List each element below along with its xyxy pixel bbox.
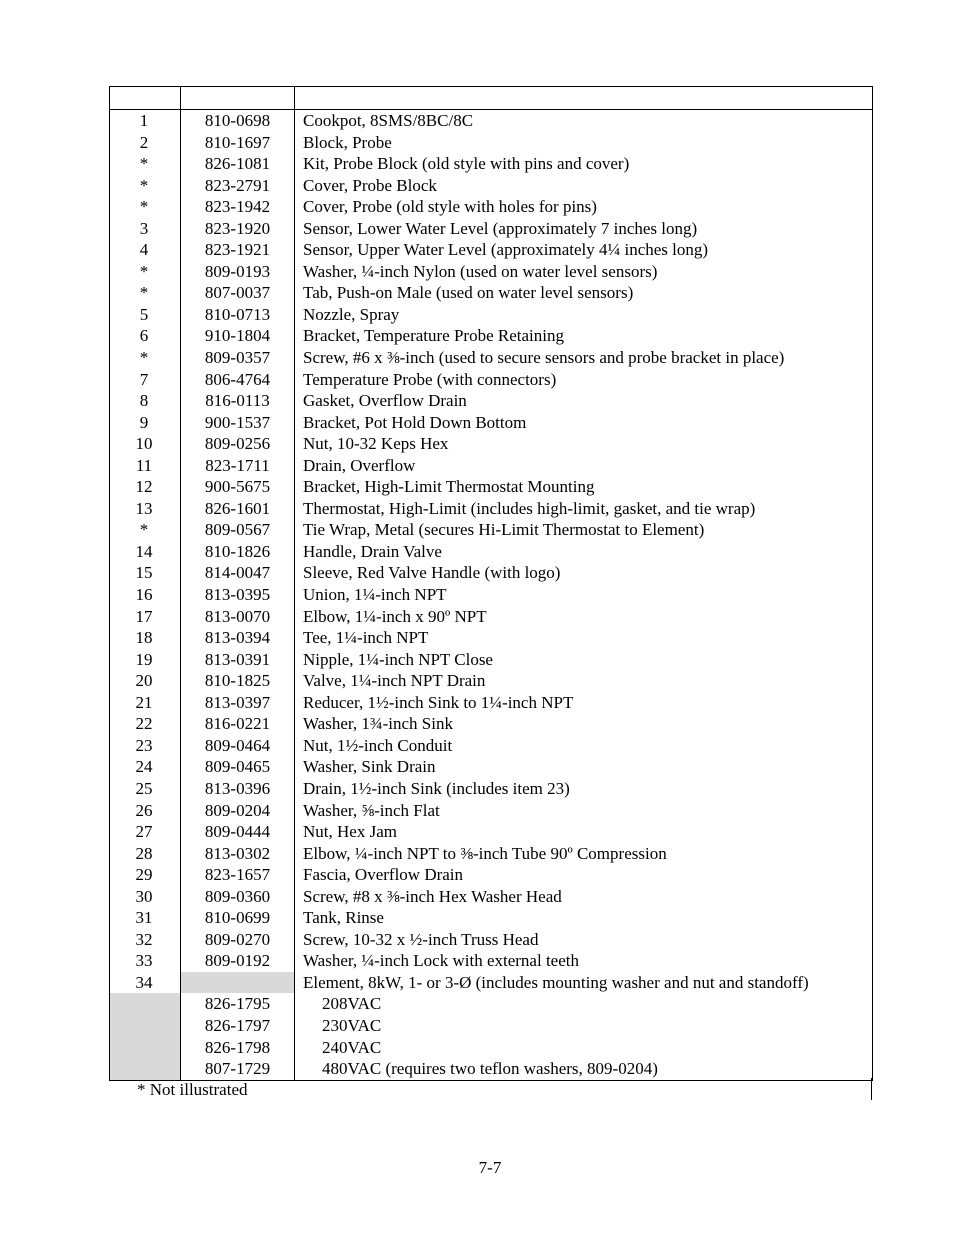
item-cell: 9 <box>110 412 181 434</box>
table-row <box>110 304 873 326</box>
description-cell: Screw, #8 x ⅜-inch Hex Washer Head <box>295 886 873 908</box>
table-row <box>110 649 873 671</box>
item-cell: * <box>110 261 181 283</box>
item-cell: 26 <box>110 800 181 822</box>
part-number-cell <box>181 972 295 994</box>
item-cell: * <box>110 153 181 175</box>
description-cell: 230VAC <box>295 1015 873 1037</box>
description-cell: 480VAC (requires two teflon washers, 809-0204) <box>295 1058 873 1080</box>
description-cell: Nipple, 1¼-inch NPT Close <box>295 649 873 671</box>
table-row <box>110 455 873 477</box>
part-number-cell: 809-0357 <box>181 347 295 369</box>
item-cell: 25 <box>110 778 181 800</box>
item-cell: 23 <box>110 735 181 757</box>
part-number-cell: 814-0047 <box>181 562 295 584</box>
description-cell: Washer, ¼-inch Lock with external teeth <box>295 950 873 972</box>
item-cell: 3 <box>110 218 181 240</box>
part-number-cell: 823-1942 <box>181 196 295 218</box>
table-row <box>110 692 873 714</box>
part-number-cell: 813-0391 <box>181 649 295 671</box>
part-number-cell: 809-0193 <box>181 261 295 283</box>
item-cell: 12 <box>110 476 181 498</box>
description-cell: Temperature Probe (with connectors) <box>295 369 873 391</box>
table-row <box>110 972 873 994</box>
description-cell: Nut, 10-32 Keps Hex <box>295 433 873 455</box>
description-cell: Kit, Probe Block (old style with pins and cover) <box>295 153 873 175</box>
part-number-cell: 809-0204 <box>181 800 295 822</box>
part-number-cell: 807-0037 <box>181 282 295 304</box>
part-number-cell: 826-1798 <box>181 1037 295 1059</box>
table-row <box>110 1015 873 1037</box>
item-cell: 34 <box>110 972 181 994</box>
table-row <box>110 476 873 498</box>
part-number-cell: 810-1826 <box>181 541 295 563</box>
part-number-cell: 826-1797 <box>181 1015 295 1037</box>
table-row <box>110 218 873 240</box>
description-cell: Fascia, Overflow Drain <box>295 864 873 886</box>
item-cell: 22 <box>110 713 181 735</box>
description-cell: Cover, Probe Block <box>295 175 873 197</box>
item-cell: 30 <box>110 886 181 908</box>
part-number-cell: 813-0394 <box>181 627 295 649</box>
description-cell: Washer, ⅝-inch Flat <box>295 800 873 822</box>
table-row <box>110 412 873 434</box>
description-cell: Washer, 1¾-inch Sink <box>295 713 873 735</box>
item-cell: 17 <box>110 606 181 628</box>
part-number-cell: 823-1711 <box>181 455 295 477</box>
part-number-cell: 900-5675 <box>181 476 295 498</box>
description-cell: Thermostat, High-Limit (includes high-limit, gasket, and tie wrap) <box>295 498 873 520</box>
table-row <box>110 153 873 175</box>
parts-table <box>109 86 873 1081</box>
table-row <box>110 735 873 757</box>
description-cell: Drain, 1½-inch Sink (includes item 23) <box>295 778 873 800</box>
part-number-cell: 823-1920 <box>181 218 295 240</box>
description-cell: Sensor, Upper Water Level (approximately 4¼ inches long) <box>295 239 873 261</box>
description-cell: Cookpot, 8SMS/8BC/8C <box>295 110 873 132</box>
part-number-cell: 809-0464 <box>181 735 295 757</box>
part-number-cell: 826-1081 <box>181 153 295 175</box>
item-cell: 14 <box>110 541 181 563</box>
item-cell: 28 <box>110 843 181 865</box>
part-number-cell: 823-1657 <box>181 864 295 886</box>
item-cell <box>110 1058 181 1080</box>
description-cell: Block, Probe <box>295 132 873 154</box>
table-row <box>110 175 873 197</box>
item-cell: 18 <box>110 627 181 649</box>
part-number-cell: 816-0221 <box>181 713 295 735</box>
item-cell <box>110 993 181 1015</box>
description-cell: Tee, 1¼-inch NPT <box>295 627 873 649</box>
description-cell: Cover, Probe (old style with holes for pins) <box>295 196 873 218</box>
table-row <box>110 390 873 412</box>
table-row <box>110 821 873 843</box>
item-cell: 7 <box>110 369 181 391</box>
item-cell: 33 <box>110 950 181 972</box>
table-row <box>110 325 873 347</box>
table-row <box>110 993 873 1015</box>
item-cell: 10 <box>110 433 181 455</box>
item-cell: 11 <box>110 455 181 477</box>
item-cell: 6 <box>110 325 181 347</box>
description-cell: Gasket, Overflow Drain <box>295 390 873 412</box>
part-number-cell: 910-1804 <box>181 325 295 347</box>
part-number-cell: 809-0270 <box>181 929 295 951</box>
part-number-cell: 813-0396 <box>181 778 295 800</box>
description-cell: Valve, 1¼-inch NPT Drain <box>295 670 873 692</box>
part-number-cell: 809-0465 <box>181 756 295 778</box>
item-cell: 24 <box>110 756 181 778</box>
header-part-cell <box>181 87 295 110</box>
part-number-cell: 816-0113 <box>181 390 295 412</box>
item-cell <box>110 1015 181 1037</box>
part-number-cell: 823-2791 <box>181 175 295 197</box>
part-number-cell: 826-1795 <box>181 993 295 1015</box>
item-cell: 13 <box>110 498 181 520</box>
part-number-cell: 810-0699 <box>181 907 295 929</box>
part-number-cell: 900-1537 <box>181 412 295 434</box>
item-cell: 29 <box>110 864 181 886</box>
item-cell: 20 <box>110 670 181 692</box>
description-cell: Element, 8kW, 1- or 3-Ø (includes mounting washer and nut and standoff) <box>295 972 873 994</box>
header-row <box>110 87 873 110</box>
part-number-cell: 810-0713 <box>181 304 295 326</box>
table-row <box>110 606 873 628</box>
part-number-cell: 813-0397 <box>181 692 295 714</box>
part-number-cell: 810-1825 <box>181 670 295 692</box>
table-row <box>110 929 873 951</box>
description-cell: 208VAC <box>295 993 873 1015</box>
table-row <box>110 886 873 908</box>
table-row <box>110 239 873 261</box>
description-cell: Tank, Rinse <box>295 907 873 929</box>
item-cell: * <box>110 196 181 218</box>
part-number-cell: 813-0395 <box>181 584 295 606</box>
table-row <box>110 519 873 541</box>
part-number-cell: 806-4764 <box>181 369 295 391</box>
table-row <box>110 261 873 283</box>
table-row <box>110 498 873 520</box>
table-row <box>110 907 873 929</box>
description-cell: Washer, Sink Drain <box>295 756 873 778</box>
part-number-cell: 813-0302 <box>181 843 295 865</box>
table-row <box>110 713 873 735</box>
table-border-tail <box>871 1078 872 1100</box>
item-cell: 21 <box>110 692 181 714</box>
description-cell: Drain, Overflow <box>295 455 873 477</box>
description-cell: Screw, 10-32 x ½-inch Truss Head <box>295 929 873 951</box>
item-cell: * <box>110 347 181 369</box>
description-cell: 240VAC <box>295 1037 873 1059</box>
item-cell: * <box>110 519 181 541</box>
part-number-cell: 813-0070 <box>181 606 295 628</box>
item-cell: * <box>110 282 181 304</box>
description-cell: Handle, Drain Valve <box>295 541 873 563</box>
description-cell: Bracket, Temperature Probe Retaining <box>295 325 873 347</box>
footnote: * Not illustrated <box>137 1080 248 1099</box>
table-row <box>110 369 873 391</box>
table-row <box>110 562 873 584</box>
table-row <box>110 843 873 865</box>
part-number-cell: 810-1697 <box>181 132 295 154</box>
table-row <box>110 347 873 369</box>
table-row <box>110 778 873 800</box>
description-cell: Screw, #6 x ⅜-inch (used to secure sensors and probe bracket in place) <box>295 347 873 369</box>
item-cell: 1 <box>110 110 181 132</box>
table-row <box>110 584 873 606</box>
description-cell: Elbow, ¼-inch NPT to ⅜-inch Tube 90º Compression <box>295 843 873 865</box>
item-cell: 31 <box>110 907 181 929</box>
description-cell: Washer, ¼-inch Nylon (used on water level sensors) <box>295 261 873 283</box>
description-cell: Tab, Push-on Male (used on water level sensors) <box>295 282 873 304</box>
item-cell: 32 <box>110 929 181 951</box>
part-number-cell: 809-0567 <box>181 519 295 541</box>
table-row <box>110 1037 873 1059</box>
page-number: 7-7 <box>478 1158 502 1177</box>
table-body <box>110 110 873 1081</box>
description-cell: Nut, Hex Jam <box>295 821 873 843</box>
table-header <box>110 87 873 110</box>
description-cell: Tie Wrap, Metal (secures Hi-Limit Thermostat to Element) <box>295 519 873 541</box>
item-cell: 27 <box>110 821 181 843</box>
description-cell: Elbow, 1¼-inch x 90º NPT <box>295 606 873 628</box>
description-cell: Reducer, 1½-inch Sink to 1¼-inch NPT <box>295 692 873 714</box>
description-cell: Union, 1¼-inch NPT <box>295 584 873 606</box>
table-row <box>110 1058 873 1080</box>
table-row <box>110 541 873 563</box>
description-cell: Nozzle, Spray <box>295 304 873 326</box>
table-row <box>110 864 873 886</box>
description-cell: Nut, 1½-inch Conduit <box>295 735 873 757</box>
header-item-cell <box>110 87 181 110</box>
description-cell: Bracket, Pot Hold Down Bottom <box>295 412 873 434</box>
table-row <box>110 756 873 778</box>
part-number-cell: 809-0192 <box>181 950 295 972</box>
table-row <box>110 433 873 455</box>
table-row <box>110 110 873 132</box>
table-row <box>110 282 873 304</box>
table-row <box>110 196 873 218</box>
part-number-cell: 810-0698 <box>181 110 295 132</box>
table-row <box>110 670 873 692</box>
part-number-cell: 826-1601 <box>181 498 295 520</box>
item-cell: * <box>110 175 181 197</box>
item-cell: 19 <box>110 649 181 671</box>
item-cell: 16 <box>110 584 181 606</box>
part-number-cell: 809-0360 <box>181 886 295 908</box>
part-number-cell: 809-0256 <box>181 433 295 455</box>
description-cell: Sleeve, Red Valve Handle (with logo) <box>295 562 873 584</box>
table-row <box>110 132 873 154</box>
item-cell: 15 <box>110 562 181 584</box>
part-number-cell: 807-1729 <box>181 1058 295 1080</box>
table-row <box>110 800 873 822</box>
item-cell: 4 <box>110 239 181 261</box>
description-cell: Sensor, Lower Water Level (approximately 7 inches long) <box>295 218 873 240</box>
table-row <box>110 627 873 649</box>
header-description-cell <box>295 87 873 110</box>
part-number-cell: 809-0444 <box>181 821 295 843</box>
item-cell: 5 <box>110 304 181 326</box>
item-cell: 2 <box>110 132 181 154</box>
part-number-cell: 823-1921 <box>181 239 295 261</box>
table-row <box>110 950 873 972</box>
item-cell <box>110 1037 181 1059</box>
description-cell: Bracket, High-Limit Thermostat Mounting <box>295 476 873 498</box>
item-cell: 8 <box>110 390 181 412</box>
